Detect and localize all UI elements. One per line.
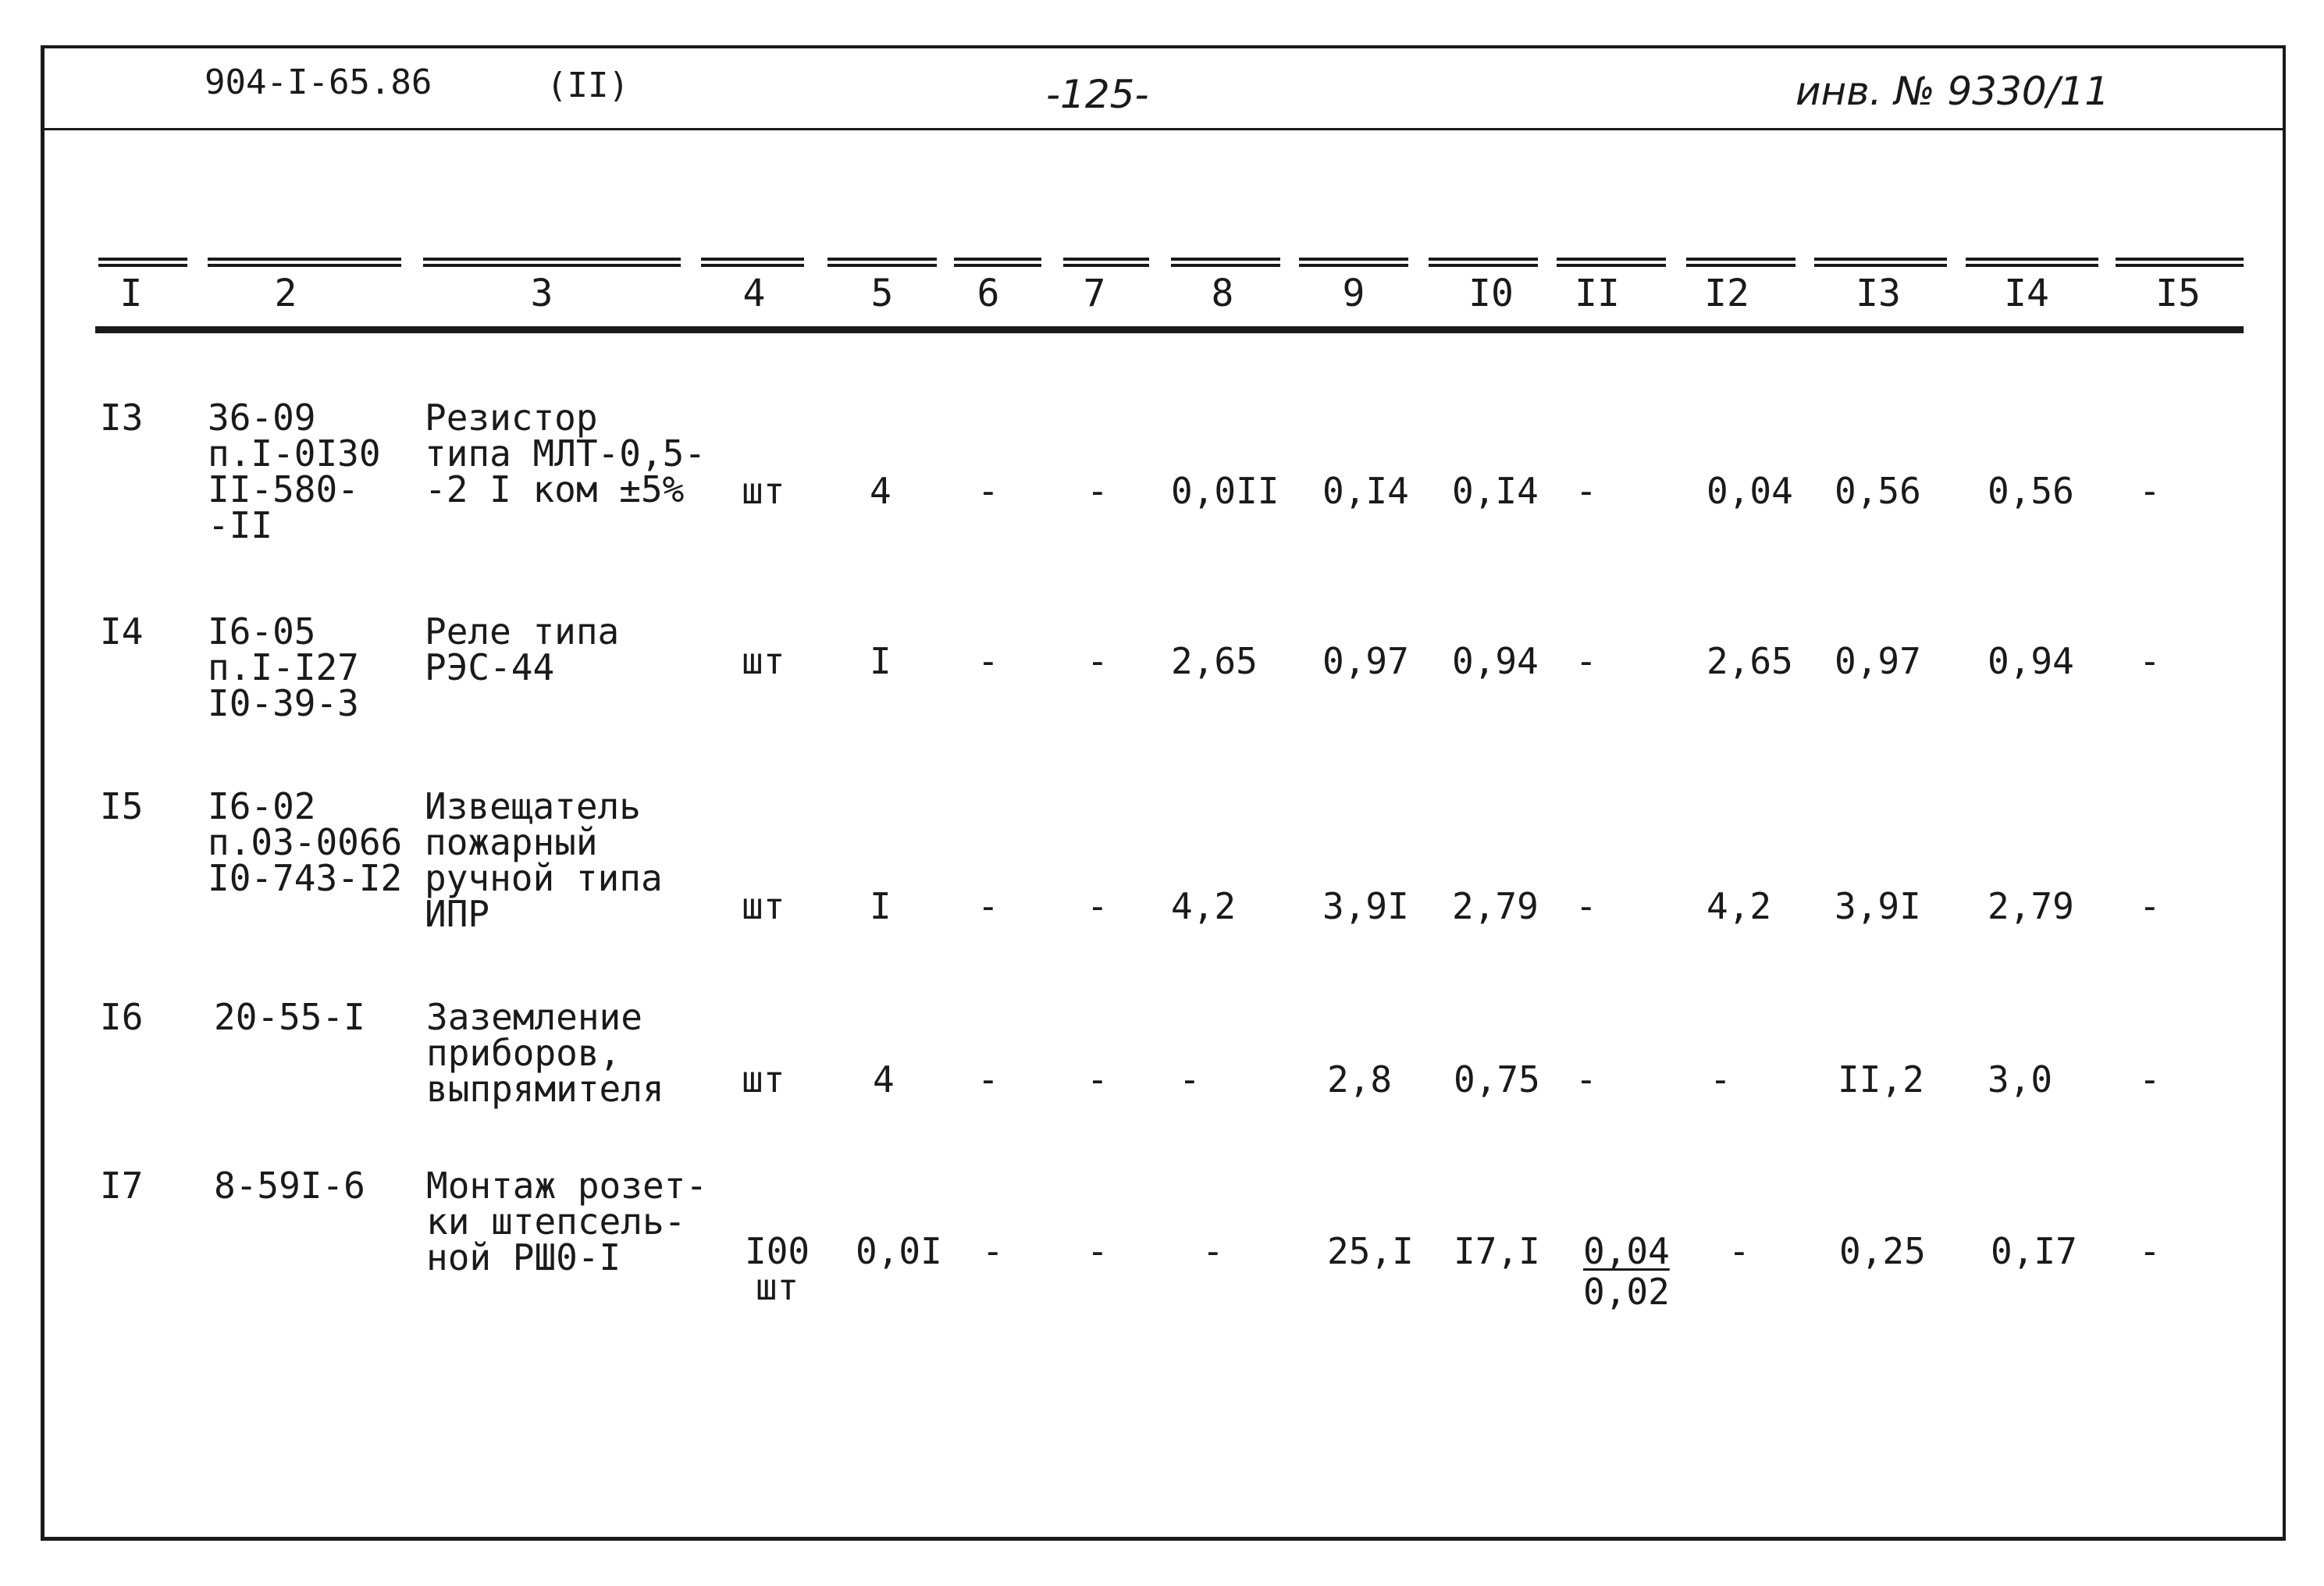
- cell: 0,I4: [1322, 470, 1409, 512]
- cell: 0,97: [1322, 640, 1409, 682]
- cell: -: [977, 885, 999, 927]
- cell: 0,97: [1835, 640, 1921, 682]
- column-number: 8: [1211, 272, 1234, 315]
- document-code: 904-I-65.86: [205, 62, 432, 102]
- cell: -: [2139, 1230, 2161, 1272]
- row-unit: I00 шт: [745, 1230, 810, 1308]
- cell: 0,56: [1988, 470, 2074, 512]
- cell: 0,56: [1835, 470, 1921, 512]
- row-unit: шт: [742, 640, 785, 682]
- cell: 3,0: [1988, 1058, 2053, 1101]
- column-rule: [423, 258, 681, 267]
- cell: 0,94: [1988, 640, 2074, 682]
- row-name: Заземление приборов, выпрямителя: [426, 996, 664, 1110]
- cell: -: [1710, 1058, 1731, 1101]
- column-number: 9: [1342, 272, 1365, 315]
- cell: 0,0II: [1171, 470, 1279, 512]
- cell: -: [1087, 640, 1109, 682]
- column-rule: [1429, 258, 1538, 267]
- row-name: Реле типа РЭС-44: [425, 610, 620, 688]
- row-number: I3: [100, 396, 144, 439]
- column-number: I5: [2155, 272, 2201, 315]
- inventory-number: инв. № 9330/11: [1795, 69, 2110, 114]
- row-number: I6: [100, 996, 144, 1038]
- cell: -: [1087, 885, 1109, 927]
- column-rule: [2116, 258, 2244, 267]
- row-qty: 4: [870, 470, 892, 512]
- column-rule: [1557, 258, 1666, 267]
- cell: 4,2: [1707, 885, 1772, 927]
- cell: II,2: [1838, 1058, 1924, 1101]
- row-qty: 0,0I: [856, 1230, 942, 1272]
- cell: 2,79: [1988, 885, 2074, 927]
- cell: -: [2139, 470, 2161, 512]
- cell: 0,94: [1452, 640, 1539, 682]
- row-code: I6-02 п.03-0066 I0-743-I2: [208, 785, 403, 899]
- row-name: Извещатель пожарный ручной типа ИПР: [425, 785, 663, 935]
- header-divider: [44, 128, 2284, 130]
- cell: -: [1202, 1230, 1224, 1272]
- column-rule: [954, 258, 1041, 267]
- cell: -: [1728, 1230, 1750, 1272]
- column-number: I2: [1704, 272, 1749, 315]
- row-code: 8-59I-6: [214, 1165, 365, 1207]
- cell: -: [1087, 470, 1109, 512]
- column-number: 4: [742, 272, 766, 315]
- row-name: Резистор типа МЛТ-0,5- -2 I ком ±5%: [425, 396, 706, 510]
- cell: -: [1575, 1058, 1597, 1101]
- document-part: (II): [546, 66, 629, 105]
- cell: 0,75: [1454, 1058, 1540, 1101]
- column-rule: [1063, 258, 1149, 267]
- cell: -: [977, 1058, 999, 1101]
- row-number: I4: [100, 610, 144, 653]
- cell: 3,9I: [1322, 885, 1409, 927]
- cell: -: [1575, 470, 1597, 512]
- cell: 0,25: [1839, 1230, 1926, 1272]
- row-unit: шт: [742, 1058, 785, 1101]
- cell: -: [1087, 1230, 1109, 1272]
- cell: -: [977, 470, 999, 512]
- column-number: I0: [1468, 272, 1514, 315]
- cell: -: [977, 640, 999, 682]
- row-unit: шт: [742, 470, 785, 512]
- column-number: 7: [1083, 272, 1106, 315]
- row-code: 20-55-I: [214, 996, 365, 1038]
- cell: 2,65: [1707, 640, 1793, 682]
- column-number: 2: [274, 272, 297, 315]
- column-number: I4: [2004, 272, 2049, 315]
- column-rule: [827, 258, 937, 267]
- row-qty: 4: [873, 1058, 895, 1101]
- cell: -: [1575, 640, 1597, 682]
- column-rule: [1814, 258, 1947, 267]
- cell: 0,04: [1707, 470, 1793, 512]
- header-thick-rule: [95, 326, 2244, 333]
- cell: I7,I: [1454, 1230, 1540, 1272]
- column-number: 6: [977, 272, 1000, 315]
- row-code: I6-05 п.I-I27 I0-39-3: [208, 610, 359, 724]
- row-number: I5: [100, 785, 144, 827]
- column-number: 3: [530, 272, 553, 315]
- column-rule: [1966, 258, 2098, 267]
- column-number: II: [1575, 272, 1620, 315]
- cell: 2,8: [1327, 1058, 1393, 1101]
- cell: -: [982, 1230, 1004, 1272]
- row-qty: I: [870, 640, 892, 682]
- cell: -: [1179, 1058, 1201, 1101]
- page-number: -125-: [1046, 72, 1149, 117]
- column-number: 5: [870, 272, 894, 315]
- row-name: Монтаж розет- ки штепсель- ной РШ0-I: [426, 1165, 708, 1278]
- cell: 25,I: [1327, 1230, 1414, 1272]
- column-rule: [1299, 258, 1408, 267]
- cell: 0,I7: [1991, 1230, 2077, 1272]
- row-number: I7: [100, 1165, 144, 1207]
- cell: 4,2: [1171, 885, 1237, 927]
- column-number: I: [119, 272, 143, 315]
- cell: -: [1087, 1058, 1109, 1101]
- cell: 0,I4: [1452, 470, 1539, 512]
- row-code: 36-09 п.I-0I30 II-580- -II: [208, 396, 381, 546]
- cell: 2,79: [1452, 885, 1539, 927]
- column-rule: [701, 258, 804, 267]
- fraction-cell: 0,04 0,02: [1583, 1230, 1670, 1313]
- cell: -: [1575, 885, 1597, 927]
- cell: 2,65: [1171, 640, 1258, 682]
- column-rule: [98, 258, 187, 267]
- cell: -: [2139, 885, 2161, 927]
- row-qty: I: [870, 885, 892, 927]
- column-rule: [1686, 258, 1795, 267]
- column-rule: [208, 258, 401, 267]
- column-number: I3: [1856, 272, 1901, 315]
- row-unit: шт: [742, 885, 785, 927]
- column-rule: [1171, 258, 1280, 267]
- cell: -: [2139, 1058, 2161, 1101]
- cell: 3,9I: [1835, 885, 1921, 927]
- cell: -: [2139, 640, 2161, 682]
